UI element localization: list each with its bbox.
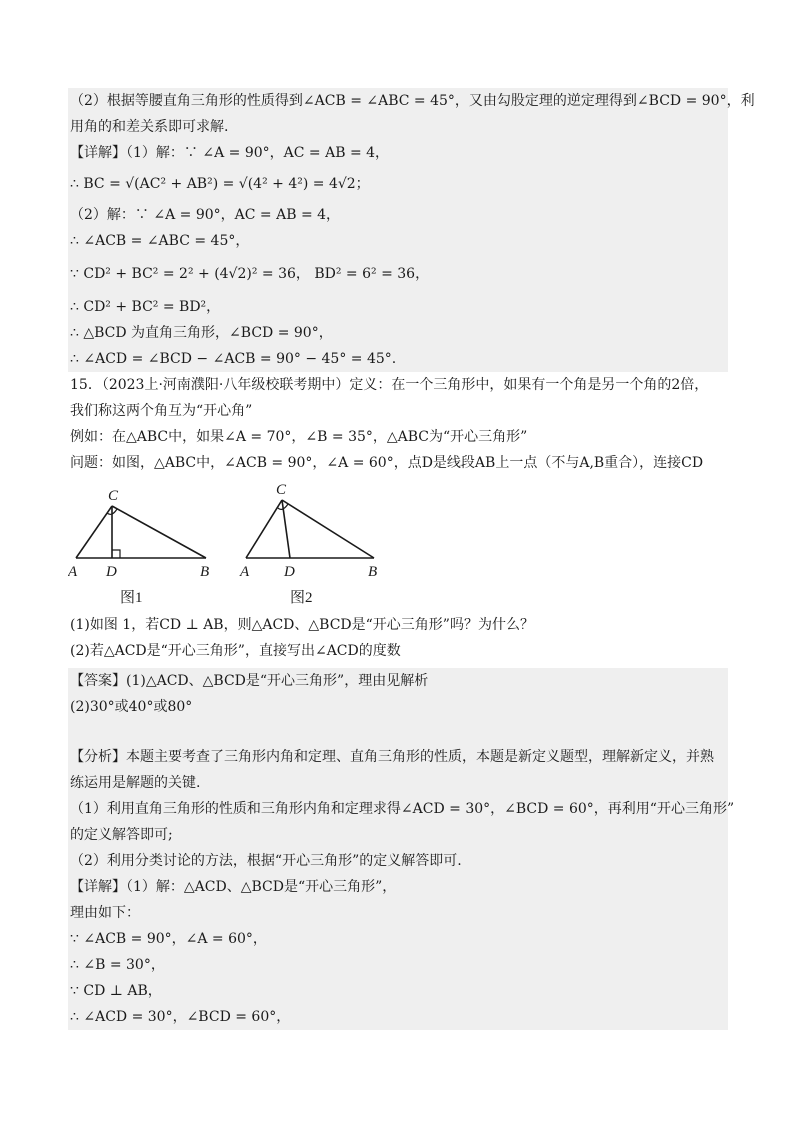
fig2-caption: 图2 xyxy=(290,590,313,606)
question-text: 15．（2023上·河南濮阳·八年级校联考期中）定义：在一个三角形中，如果有一个角是另一个角的2倍， xyxy=(70,377,709,393)
sub-questions xyxy=(68,612,728,664)
analysis-line: （2）利用分类讨论的方法，根据“开心三角形”的定义解答即可. xyxy=(70,853,462,869)
figure-2 xyxy=(246,500,374,558)
fig1-label-c: C xyxy=(108,488,119,504)
question-text: 例如：在△ABC中，如果∠A = 70°，∠B = 35°，△ABC为“开心三角形” xyxy=(70,429,528,445)
question-text: 问题：如图，△ABC中，∠ACB = 90°，∠A = 60°，点D是线段AB上一点（不与A,B重合），连接CD xyxy=(70,455,704,471)
answer-block xyxy=(68,668,735,1030)
fig2-side-ac xyxy=(246,500,282,558)
answer-line: (2)30°或40°或80° xyxy=(70,699,193,715)
analysis-line: 理由如下： xyxy=(70,905,140,921)
analysis-line: 练运用是解题的关键. xyxy=(70,775,201,791)
spacer xyxy=(68,720,728,744)
text-line: ∴ ∠ACD = ∠BCD − ∠ACB = 90° − 45° = 45°. xyxy=(70,351,397,367)
answer-line: 【答案】(1)△ACD、△BCD是“开心三角形”，理由见解析 xyxy=(70,673,429,689)
analysis-line: ∴ ∠ACD = 30°，∠BCD = 60°， xyxy=(70,1009,291,1025)
text-line: （2）根据等腰直角三角形的性质得到∠ACB = ∠ABC = 45°，又由勾股定理的逆定理得到∠BCD = 90°，利 xyxy=(70,93,755,109)
text-line: ∴ CD² + BC² = BD²， xyxy=(70,299,221,315)
fig1-label-a: A xyxy=(68,564,78,580)
fig2-label-b: B xyxy=(368,564,378,580)
fig2-label-d: D xyxy=(284,564,295,580)
solution-block-prev xyxy=(68,88,755,372)
fig1-right-angle-mark xyxy=(112,550,120,558)
text-line: 【详解】（1）解：∵ ∠A = 90°，AC = AB = 4， xyxy=(70,145,390,161)
text-line: ∴ BC = √(AC² + AB²) = √(4² + 4²) = 4√2； xyxy=(70,176,370,192)
fig1-label-b: B xyxy=(200,564,210,580)
question-text: (2)若△ACD是“开心三角形”，直接写出∠ACD的度数 xyxy=(70,643,401,659)
analysis-line: 【详解】（1）解：△ACD、△BCD是“开心三角形”， xyxy=(70,879,397,895)
analysis-line: ∴ ∠B = 30°， xyxy=(70,957,165,973)
figure-1 xyxy=(76,506,206,558)
analysis-line: 的定义解答即可; xyxy=(70,827,173,843)
fig1-caption: 图1 xyxy=(120,590,143,606)
fig1-side-cb xyxy=(112,506,206,558)
fig2-label-a: A xyxy=(240,564,250,580)
fig2-label-c: C xyxy=(276,482,287,498)
text-line: 用角的和差关系即可求解. xyxy=(70,119,229,135)
figures-svg xyxy=(68,476,388,612)
geometry-figures xyxy=(68,476,728,612)
question-text: 我们称这两个角互为“开心角” xyxy=(70,403,253,419)
question-15 xyxy=(68,372,728,476)
fig1-side-ac xyxy=(76,506,112,558)
analysis-line: （1）利用直角三角形的性质和三角形内角和定理求得∠ACD = 30°，∠BCD = 60°，再利用“开心三角形” xyxy=(70,801,735,817)
analysis-line: ∵ ∠ACB = 90°，∠A = 60°， xyxy=(70,931,267,947)
analysis-line: 【分析】本题主要考查了三角形内角和定理、直角三角形的性质，本题是新定义题型，理解新定义，并熟 xyxy=(70,749,714,765)
text-line: （2）解：∵ ∠A = 90°，AC = AB = 4， xyxy=(70,207,341,223)
fig1-label-d: D xyxy=(106,564,117,580)
fig2-side-cb xyxy=(282,500,374,558)
analysis-line: ∵ CD ⊥ AB， xyxy=(70,983,162,999)
text-line: ∵ CD² + BC² = 2² + (4√2)² = 36， BD² = 6² = 36， xyxy=(70,266,430,282)
text-line: ∴ △BCD 为直角三角形，∠BCD = 90°， xyxy=(70,325,333,341)
text-line: ∴ ∠ACB = ∠ABC = 45°， xyxy=(70,233,250,249)
question-text: (1)如图 1，若CD ⊥ AB，则△ACD、△BCD是“开心三角形”吗？为什么？ xyxy=(70,617,534,633)
document-page xyxy=(68,88,755,1030)
